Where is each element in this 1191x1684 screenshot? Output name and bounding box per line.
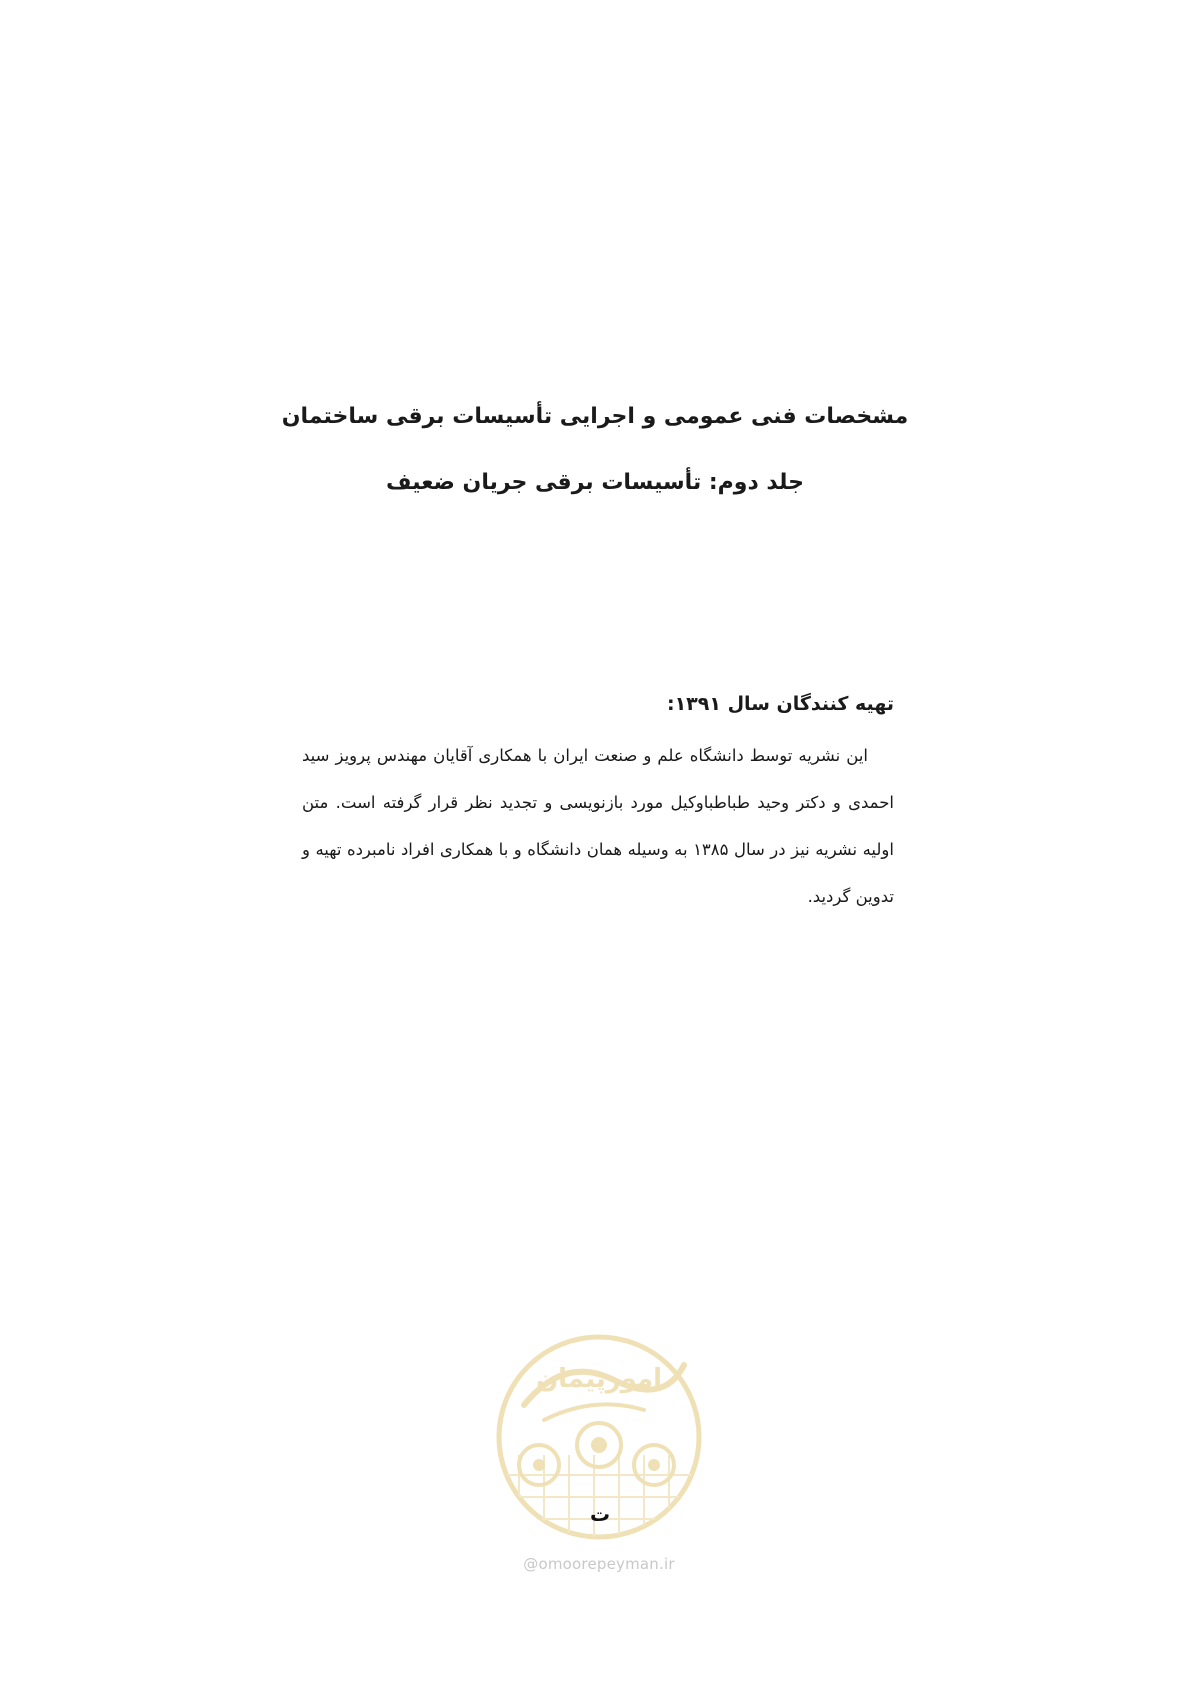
watermark-url: @omoorepeyman.ir [523, 1555, 675, 1573]
watermark-logo [484, 1325, 714, 1575]
preparers-section [302, 690, 894, 920]
preparers-heading: تهیه کنندگان سال ۱۳۹۱: [666, 693, 894, 715]
watermark-logo-text: امورپیمان [535, 1364, 663, 1394]
document-title: مشخصات فنی عمومی و اجرایی تأسیسات برقی ساختمان [281, 404, 909, 429]
preparers-paragraph: این نشریه توسط دانشگاه علم و صنعت ایران با همکاری آقایان مهندس پرویز سید احمدی و دکتر وحید طباطباوکیل مورد بازنویسی و تجدید نظر قرار گرفته است. متن اولیه نشریه نیز در سال ۱۳۸۵ به وسیله همان دانشگاه و با همکاری افراد نامبرده تهیه و تدوین گردید. [302, 746, 894, 906]
page-number: ت [589, 1502, 611, 1526]
document-subtitle: جلد دوم: تأسیسات برقی جریان ضعیف [386, 470, 804, 495]
